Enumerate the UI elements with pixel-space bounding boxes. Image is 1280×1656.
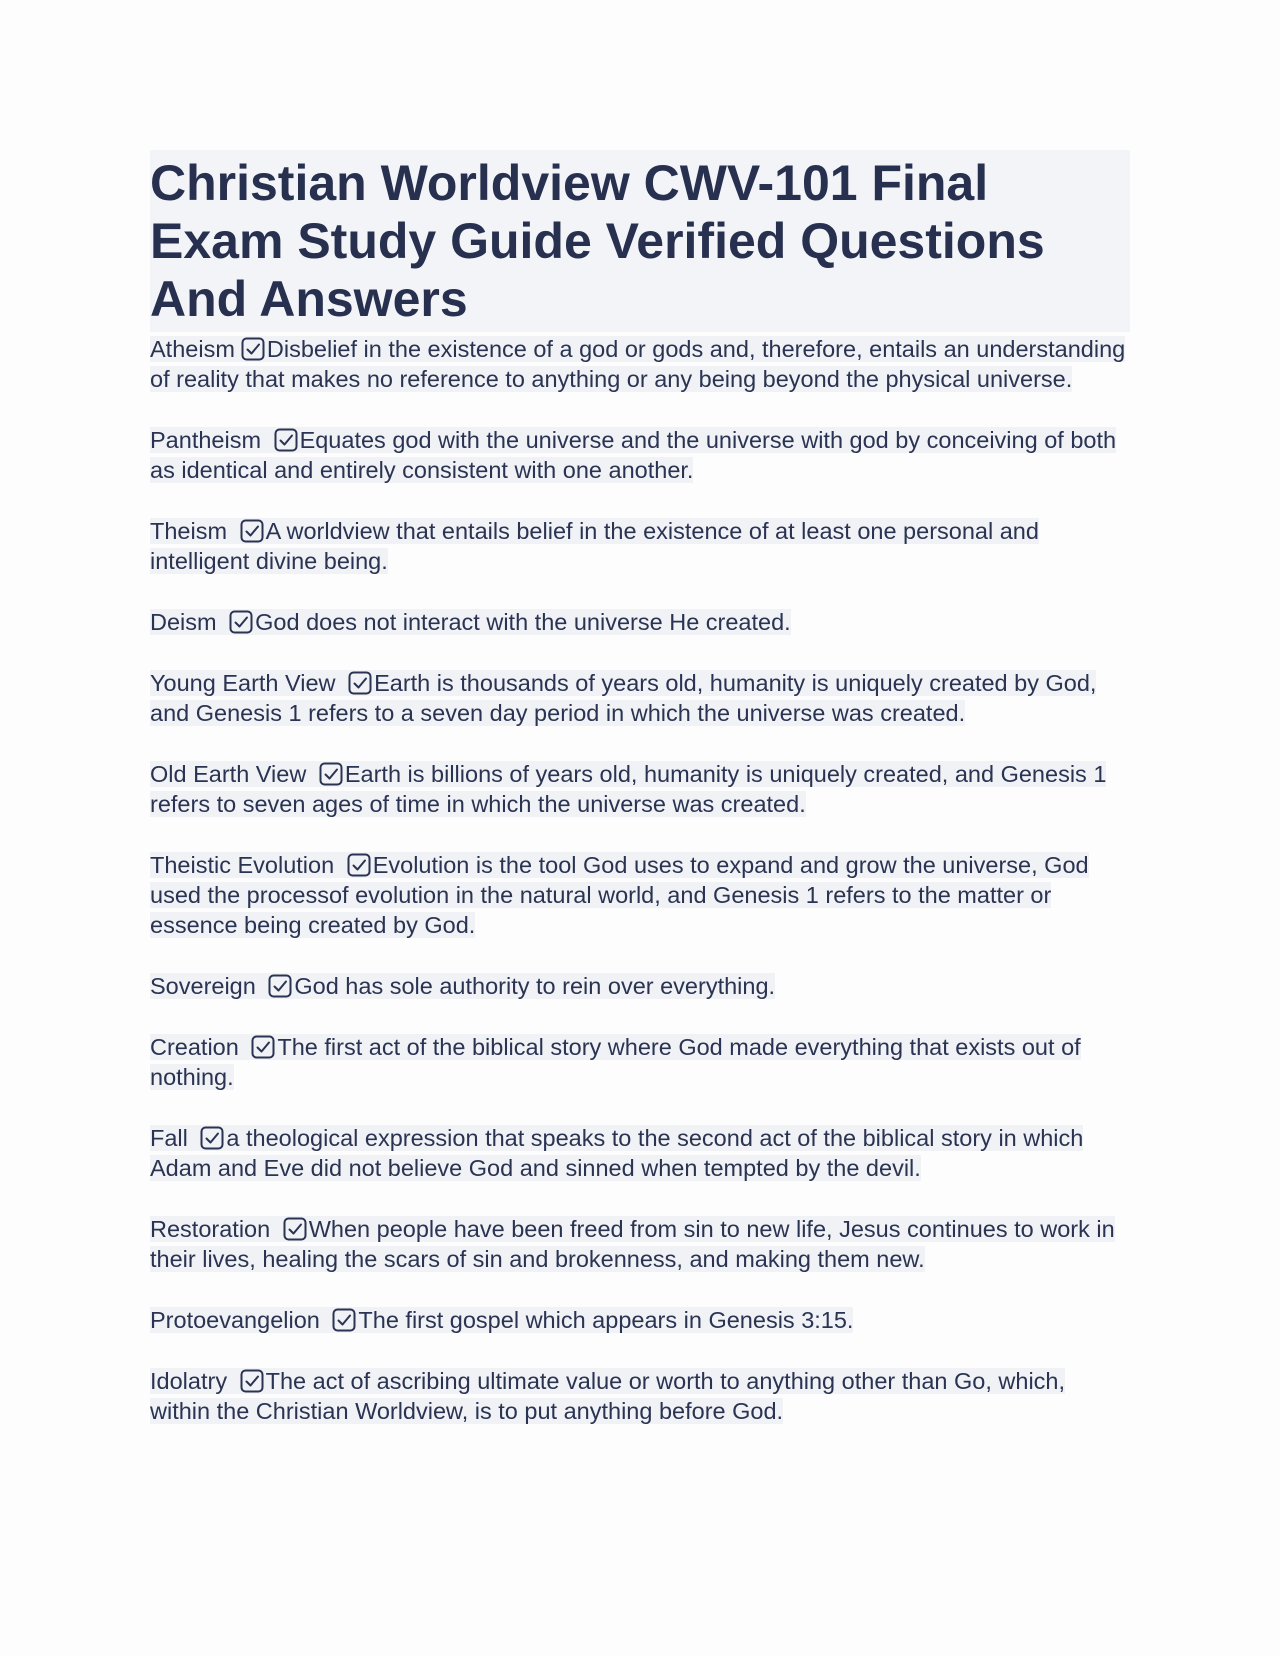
entry-list <box>150 334 1130 1426</box>
entry-term: Atheism <box>150 336 235 362</box>
check-square-icon <box>319 762 343 786</box>
check-square-icon <box>283 1217 307 1241</box>
check-square-icon <box>229 610 253 634</box>
check-square-icon <box>200 1126 224 1150</box>
entry-definition: God does not interact with the universe He created. <box>255 609 791 635</box>
entry-definition: Evolution is the tool God uses to expand and grow the universe, God used the processof evolution in the natural world, and Genesis 1 refers to the matter or essence being created by God. <box>150 852 1089 938</box>
entry-definition: a theological expression that speaks to the second act of the biblical story in which Adam and Eve did not believe God and sinned when tempted by the devil. <box>150 1125 1084 1181</box>
check-square-icon <box>332 1308 356 1332</box>
entry-definition: God has sole authority to rein over everything. <box>294 973 776 999</box>
entry-definition: Earth is thousands of years old, humanity is uniquely created by God, and Genesis 1 refers to a seven day period in which the universe was created. <box>150 670 1097 726</box>
entry-term: Creation <box>150 1034 239 1060</box>
entry-definition: Disbelief in the existence of a god or gods and, therefore, entails an understanding of reality that makes no reference to anything or any being beyond the physical universe. <box>150 336 1126 392</box>
check-square-icon <box>240 519 264 543</box>
entry-item <box>150 1032 1130 1092</box>
check-square-icon <box>274 428 298 452</box>
entry-definition: Earth is billions of years old, humanity is uniquely created, and Genesis 1 refers to seven ages of time in which the universe was created. <box>150 761 1107 817</box>
entry-term: Young Earth View <box>150 670 336 696</box>
entry-term: Old Earth View <box>150 761 307 787</box>
entry-item <box>150 668 1130 728</box>
document-page <box>150 150 1130 1457</box>
entry-item <box>150 850 1130 940</box>
entry-definition: Equates god with the universe and the universe with god by conceiving of both as identical and entirely consistent with one another. <box>150 427 1117 483</box>
entry-term: Idolatry <box>150 1368 228 1394</box>
entry-term: Restoration <box>150 1216 271 1242</box>
entry-item <box>150 971 1130 1001</box>
entry-definition: When people have been freed from sin to new life, Jesus continues to work in their lives, healing the scars of sin and brokenness, and making them new. <box>150 1216 1115 1272</box>
entry-definition: The first act of the biblical story where God made everything that exists out of nothing. <box>150 1034 1081 1090</box>
entry-term: Sovereign <box>150 973 256 999</box>
entry-item <box>150 1305 1130 1335</box>
check-square-icon <box>251 1035 275 1059</box>
entry-term: Protoevangelion <box>150 1307 320 1333</box>
check-square-icon <box>348 671 372 695</box>
entry-term: Pantheism <box>150 427 262 453</box>
entry-item <box>150 1214 1130 1274</box>
check-square-icon <box>241 337 265 361</box>
entry-item <box>150 1366 1130 1426</box>
entry-item <box>150 425 1130 485</box>
entry-term: Deism <box>150 609 217 635</box>
entry-definition: The act of ascribing ultimate value or worth to anything other than Go, which, within the Christian Worldview, is to put anything before God. <box>150 1368 1066 1424</box>
entry-item <box>150 334 1130 394</box>
check-square-icon <box>347 853 371 877</box>
entry-term: Theistic Evolution <box>150 852 335 878</box>
entry-term: Fall <box>150 1125 188 1151</box>
check-square-icon <box>268 974 292 998</box>
check-square-icon <box>240 1369 264 1393</box>
entry-term: Theism <box>150 518 228 544</box>
entry-definition: The first gospel which appears in Genesis 3:15. <box>358 1307 854 1333</box>
entry-item <box>150 607 1130 637</box>
entry-item <box>150 516 1130 576</box>
entry-item <box>150 759 1130 819</box>
entry-definition: A worldview that entails belief in the existence of at least one personal and intelligent divine being. <box>150 518 1039 574</box>
entry-item <box>150 1123 1130 1183</box>
document-title: Christian Worldview CWV-101 Final Exam Study Guide Verified Questions And Answers <box>150 150 1130 332</box>
